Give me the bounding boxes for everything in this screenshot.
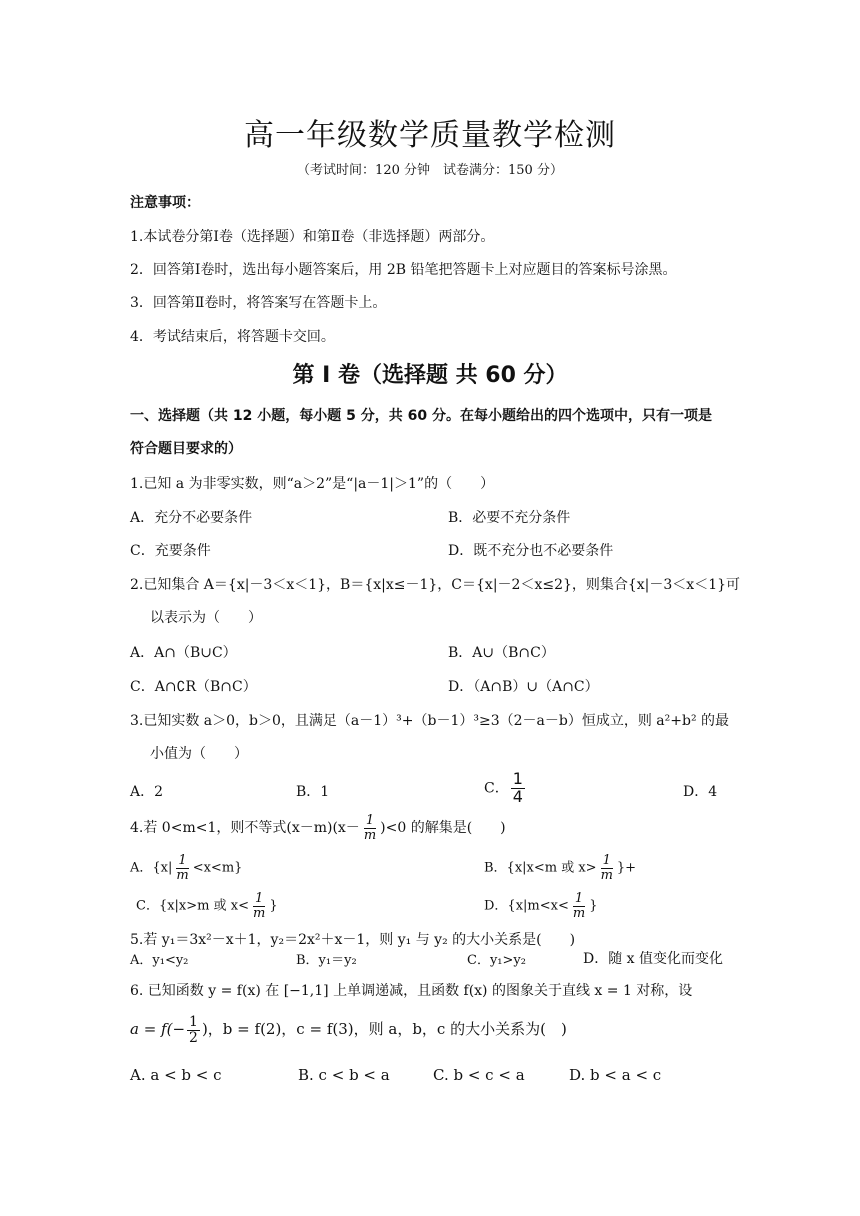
question-2-stem: 2.已知集合 A＝{x|－3＜x＜1}，B＝{x|x≤－1}，C＝{x|－2＜x≤2}，则集合{x|－3＜x＜1}可 xyxy=(130,577,741,593)
question-5-option-c: C．y₁>y₂ xyxy=(467,953,526,968)
question-5-stem: 5.若 y₁＝3x²－x＋1，y₂＝2x²＋x－1，则 y₁ 与 y₂ 的大小关系是( ) xyxy=(130,932,576,948)
fraction xyxy=(571,892,587,920)
question-1-option-d: D．既不充分也不必要条件 xyxy=(448,543,614,559)
question-5-option-b: B．y₁＝y₂ xyxy=(296,953,357,968)
note-item: 4．考试结束后，将答题卡交回。 xyxy=(130,329,335,345)
question-1-stem: 1.已知 a 为非零实数，则“a＞2”是“|a－1|＞1”的（ ） xyxy=(130,476,495,492)
option-text: A．{x| xyxy=(130,860,173,876)
option-text: C．{x|x>m 或 x< xyxy=(136,898,249,914)
question-4-option-b xyxy=(484,854,636,882)
fraction xyxy=(599,854,615,882)
fraction-denominator: m xyxy=(252,905,266,921)
fraction-numerator: 1 xyxy=(255,891,264,906)
question-3-stem: 3.已知实数 a＞0，b＞0，且满足（a－1）³+（b－1）³≥3（2－a－b）恒成立，则 a²+b² 的最 xyxy=(130,713,730,729)
question-4-option-a xyxy=(130,854,242,882)
fraction xyxy=(174,854,190,882)
question-3-option-d: D．4 xyxy=(683,784,718,800)
note-item: 3．回答第Ⅱ卷时，将答案写在答题卡上。 xyxy=(130,295,387,311)
note-item: 2．回答第Ⅰ卷时，选出每小题答案后，用 2B 铅笔把答题卡上对应题目的答案标号涂黑。 xyxy=(130,262,677,278)
fraction-denominator: 4 xyxy=(512,786,523,806)
option-c-label: C． xyxy=(484,780,509,797)
notes-heading: 注意事项： xyxy=(130,195,200,211)
fraction-denominator: m xyxy=(572,905,586,921)
question-1-option-b: B．必要不充分条件 xyxy=(448,510,571,526)
fraction-numerator: 1 xyxy=(189,1014,198,1030)
note-item: 1.本试卷分第Ⅰ卷（选择题）和第Ⅱ卷（非选择题）两部分。 xyxy=(130,229,495,245)
stem-text: a = f(− xyxy=(130,1020,186,1039)
fraction xyxy=(362,814,378,842)
fraction-denominator: m xyxy=(600,867,613,883)
question-6-stem-cont xyxy=(130,1015,567,1045)
question-1-option-c: C．充要条件 xyxy=(130,543,211,559)
question-6-option-b: B. c < b < a xyxy=(298,1066,390,1084)
question-4-option-d xyxy=(484,892,597,920)
fraction-denominator: 2 xyxy=(189,1029,198,1046)
fraction-numerator: 1 xyxy=(178,853,187,868)
question-2-option-a: A．A∩（B∪C） xyxy=(130,645,237,661)
question-6-option-c: C. b < c < a xyxy=(433,1066,525,1084)
fraction-numerator: 1 xyxy=(365,813,375,828)
fraction xyxy=(251,892,267,920)
fraction-numerator: 1 xyxy=(574,891,584,906)
fraction-numerator: 1 xyxy=(512,769,523,788)
section-instruction-cont: 符合题目要求的） xyxy=(130,441,242,457)
page-title: 高一年级数学质量教学检测 xyxy=(244,118,616,153)
option-text: }+ xyxy=(616,860,637,876)
question-6-option-d: D. b < a < c xyxy=(569,1066,662,1084)
question-6-option-a: A. a < b < c xyxy=(130,1066,222,1084)
question-2-stem-cont: 以表示为（ ） xyxy=(150,610,262,626)
question-3-stem-cont: 小值为（ ） xyxy=(150,746,248,762)
fraction xyxy=(511,771,525,806)
question-3-option-b: B．1 xyxy=(296,784,330,800)
fraction-numerator: 1 xyxy=(602,853,611,868)
stem-text: )<0 的解集是( ) xyxy=(380,820,506,837)
question-2-option-c: C．A∩∁R（B∩C） xyxy=(130,679,257,695)
stem-text: )，b = f(2)，c = f(3)，则 a，b，c 的大小关系为( ) xyxy=(201,1020,567,1039)
question-5-option-a: A．y₁<y₂ xyxy=(130,953,189,968)
question-3-option-a: A．2 xyxy=(130,784,164,800)
stem-text: 4.若 0<m<1，则不等式(x－m)(x－ xyxy=(130,820,360,837)
option-text: } xyxy=(589,898,598,914)
question-4-option-c xyxy=(136,892,278,920)
fraction-denominator: m xyxy=(176,867,189,883)
option-text: B．{x|x<m 或 x> xyxy=(484,860,597,876)
option-text: D．{x|m<x< xyxy=(484,898,569,914)
question-2-option-b: B．A∪（B∩C） xyxy=(448,645,555,661)
question-1-option-a: A．充分不必要条件 xyxy=(130,510,253,526)
question-5-option-d: D．随 x 值变化而变化 xyxy=(583,951,724,967)
option-text: <x<m} xyxy=(192,860,243,876)
section-title: 第 I 卷（选择题 共 60 分） xyxy=(292,363,568,388)
section-instruction: 一、选择题（共 12 小题，每小题 5 分，共 60 分。在每小题给出的四个选项中，只有一项是 xyxy=(130,408,712,424)
question-3-option-c xyxy=(484,771,527,806)
question-6-stem: 6. 已知函数 y = f(x) 在 [−1,1] 上单调递减，且函数 f(x) 的图象关于直线 x = 1 对称，设 xyxy=(130,983,693,999)
fraction-denominator: m xyxy=(363,827,377,843)
fraction xyxy=(187,1015,200,1045)
question-4-stem xyxy=(130,814,506,842)
question-2-option-d: D．（A∩B）∪（A∩C） xyxy=(448,679,599,695)
option-text: } xyxy=(269,898,278,914)
exam-info: （考试时间：120 分钟 试卷满分：150 分） xyxy=(297,163,563,178)
